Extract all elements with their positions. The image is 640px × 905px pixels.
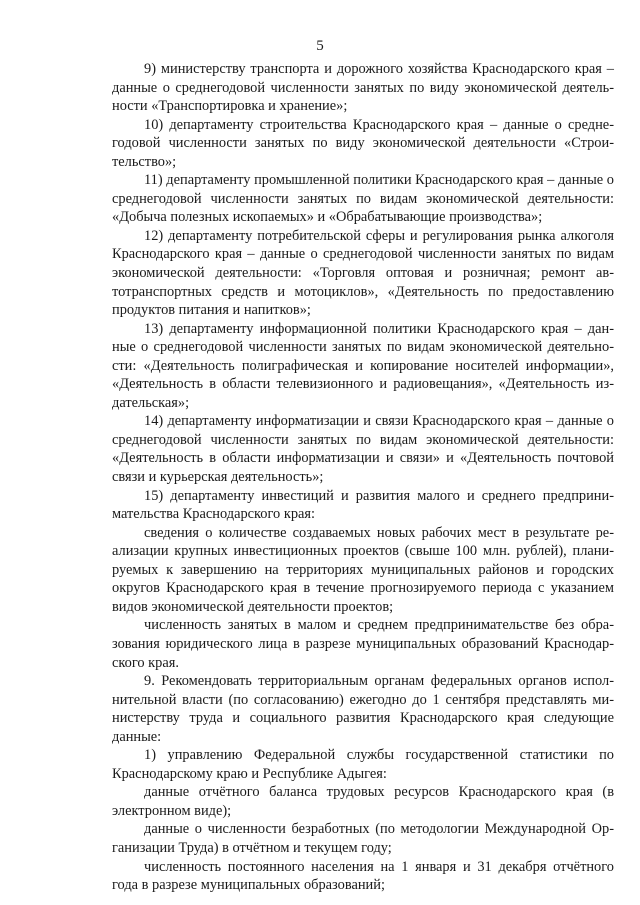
page-number: 5: [316, 38, 324, 54]
paragraph: численность занятых в малом и среднем предпринимательстве без образования юридического лица в разрезе муниципальных образований Краснодарского края.: [112, 617, 614, 671]
paragraph: данные о численности безработных (по методологии Международной Организации Труда) в отчётном и текущем году;: [112, 821, 614, 856]
paragraph: сведения о количестве создаваемых новых рабочих мест в результате реализации крупных инвестиционных проектов (свыше 100 млн. рублей), планируемых к завершению на территориях муниципальных районов и городских округов Краснодарского края в течение прогнозируемого периода с указанием видов экономической деятельности проектов;: [112, 524, 614, 615]
paragraph: 14) департаменту информатизации и связи Краснодарского края – данные о среднегодовой численности занятых по видам экономической деятельности: «Деятельность в области информатизации и связи» и «Деятельность почтовой связи и курьерская деятельность»;: [112, 413, 614, 486]
paragraph: 15) департаменту инвестиций и развития малого и среднего предпринимательства Краснодарского края:: [112, 487, 614, 523]
paragraph: 10) департаменту строительства Краснодарского края – данные о среднегодовой численности занятых по виду экономической деятельности «Строительство»;: [112, 116, 614, 170]
paragraph: данные отчётного баланса трудовых ресурсов Краснодарского края (в электронном виде);: [112, 784, 614, 819]
paragraph: 1) управлению Федеральной службы государственной статистики по Краснодарскому краю и Республике Адыгея:: [112, 747, 614, 782]
paragraph: 9. Рекомендовать территориальным органам федеральных органов исполнительной власти (по согласованию) ежегодно до 1 сентября представлять министерству труда и социального развития Краснодарского края следующие данные:: [112, 673, 614, 745]
document-body: [112, 60, 614, 895]
paragraph: 9) министерству транспорта и дорожного хозяйства Краснодарского края – данные о среднегодовой численности занятых по виду экономической деятельности «Транспортировка и хранение»;: [112, 61, 614, 115]
paragraph: 12) департаменту потребительской сферы и регулирования рынка алкоголя Краснодарского края – данные о среднегодовой численности занятых по видам экономической деятельности: «Торговля оптовая и розничная; ремонт автотранспортных средств и мотоциклов», «Деятельность по предоставлению продуктов питания и напитков»;: [112, 227, 614, 319]
paragraph: численность постоянного населения на 1 января и 31 декабря отчётного года в разрезе муниципальных образований;: [112, 858, 614, 894]
paragraph: 13) департаменту информационной политики Краснодарского края – данные о среднегодовой численности занятых по видам экономической деятельности: «Деятельность полиграфическая и копирование носителей информации», «Деятельность в области телевизионного и радиовещания», «Деятельность издательская»;: [112, 320, 614, 411]
paragraph: 11) департаменту промышленной политики Краснодарского края – данные о среднегодовой численности занятых по видам экономической деятельности: «Добыча полезных ископаемых» и «Обрабатывающие производства»;: [112, 172, 614, 226]
